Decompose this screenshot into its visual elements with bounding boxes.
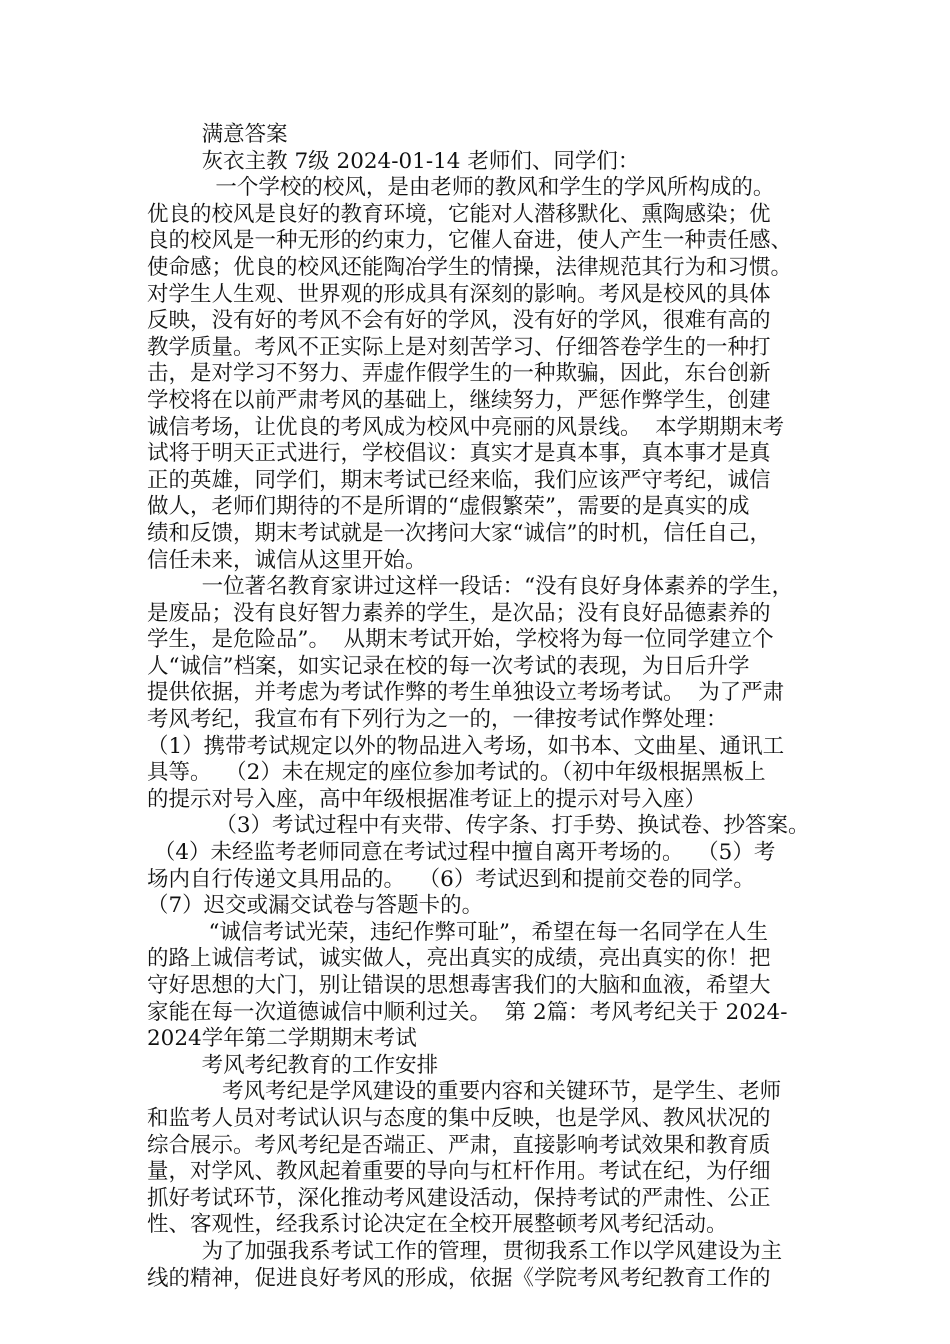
text-line: 对学生人生观、世界观的形成具有深刻的影响。考风是校风的具体 — [147, 281, 771, 307]
text-line: 良的校风是一种无形的约束力，它催人奋进，使人产生一种责任感、 — [147, 228, 793, 254]
text-line: 抓好考试环节，深化推动考风建设活动，保持考试的严肃性、公正 — [147, 1185, 771, 1211]
text-line: 的提示对号入座，高中年级根据准考证上的提示对号入座） — [147, 786, 707, 812]
text-line: 击，是对学习不努力、弄虚作假学生的一种欺骗，因此，东台创新 — [147, 361, 771, 387]
text-line: 为了加强我系考试工作的管理，贯彻我系工作以学风建设为主 — [147, 1238, 783, 1264]
text-line: （7）迟交或漏交试卷与答题卡的。 — [147, 893, 484, 919]
text-line: 和监考人员对考试认识与态度的集中反映，也是学风、教风状况的 — [147, 1105, 771, 1131]
text-line: 使命感；优良的校风还能陶冶学生的情操，法律规范其行为和习惯。 — [147, 254, 793, 280]
text-line: 人“诚信”档案，如实记录在校的每一次考试的表现，为日后升学 — [147, 653, 750, 679]
text-line: 场内自行传递文具用品的。 （6）考试迟到和提前交卷的同学。 — [147, 866, 755, 892]
text-line: 家能在每一次道德诚信中顺利过关。 第 2篇：考风考纪关于 2024- — [147, 999, 788, 1025]
text-line: 考风考纪是学风建设的重要内容和关键环节，是学生、老师 — [147, 1079, 782, 1105]
text-line: 灰衣主教 7级 2024-01-14 老师们、同学们： — [147, 148, 640, 174]
text-line: 考风考纪，我宣布有下列行为之一的，一律按考试作弊处理： — [147, 707, 728, 733]
text-line: 一个学校的校风，是由老师的教风和学生的学风所构成的。 — [147, 175, 775, 201]
text-line: 提供依据，并考虑为考试作弊的考生单独设立考场考试。 为了严肃 — [147, 680, 785, 706]
text-line: 性、客观性，经我系讨论决定在全校开展整顿考风考纪活动。 — [147, 1212, 728, 1238]
text-line: 优良的校风是良好的教育环境，它能对人潜移默化、熏陶感染；优 — [147, 201, 771, 227]
text-line: 2024学年第二学期期末考试 — [147, 1026, 417, 1052]
text-line: 学校将在以前严肃考风的基础上，继续努力，严惩作弊学生，创建 — [147, 387, 771, 413]
text-line: 正的英雄，同学们，期末考试已经来临，我们应该严守考纪，诚信 — [147, 467, 771, 493]
text-line: （3）考试过程中有夹带、传字条、打手势、换试卷、抄答案。 — [147, 813, 810, 839]
text-line: 线的精神，促进良好考风的形成，依据《学院考风考纪教育工作的 — [147, 1265, 771, 1291]
text-line: 学生，是危险品”。 从期末考试开始，学校将为每一位同学建立个 — [147, 627, 774, 653]
text-line: “诚信考试光荣，违纪作弊可耻”，希望在每一名同学在人生 — [147, 919, 768, 945]
text-line: 做人，老师们期待的不是所谓的“虚假繁荣”，需要的是真实的成 — [147, 494, 750, 520]
text-line: 守好思想的大门，别让错误的思想毒害我们的大脑和血液，希望大 — [147, 973, 771, 998]
text-line: 诚信考场，让优良的考风成为校风中亮丽的风景线。 本学期期末考 — [147, 414, 785, 440]
text-line: 信任未来，诚信从这里开始。 — [147, 547, 427, 573]
text-line: 试将于明天正式进行，学校倡议：真实才是真本事，真本事才是真 — [147, 441, 771, 467]
text-line: 的路上诚信考试，诚实做人，亮出真实的成绩，亮出真实的你！把 — [147, 946, 771, 972]
text-line: 是废品；没有良好智力素养的学生，是次品；没有良好品德素养的 — [147, 600, 771, 626]
text-line: 考风考纪教育的工作安排 — [147, 1052, 439, 1078]
text-line: 一位著名教育家讲过这样一段话：“没有良好身体素养的学生， — [147, 574, 794, 600]
text-line: （4）未经监考老师同意在考试过程中擅自离开考场的。 （5）考 — [147, 840, 776, 866]
text-line: 满意答案 — [147, 122, 288, 147]
text-line: 具等。 （2）未在规定的座位参加考试的。（初中年级根据黑板上 — [147, 760, 766, 786]
text-line: （1）携带考试规定以外的物品进入考场，如书本、文曲星、通讯工 — [147, 733, 785, 759]
text-line: 量，对学风、教风起着重要的导向与杠杆作用。考试在纪，为仔细 — [147, 1159, 771, 1185]
text-line: 反映，没有好的考风不会有好的学风，没有好的学风，很难有高的 — [147, 308, 771, 334]
document-body — [147, 122, 827, 1292]
text-line: 绩和反馈，期末考试就是一次拷问大家“诚信”的时机，信任自己， — [147, 520, 771, 546]
text-line: 教学质量。考风不正实际上是对刻苦学习、仔细答卷学生的一种打 — [147, 334, 771, 360]
text-line: 综合展示。考风考纪是否端正、严肃，直接影响考试效果和教育质 — [147, 1132, 771, 1158]
